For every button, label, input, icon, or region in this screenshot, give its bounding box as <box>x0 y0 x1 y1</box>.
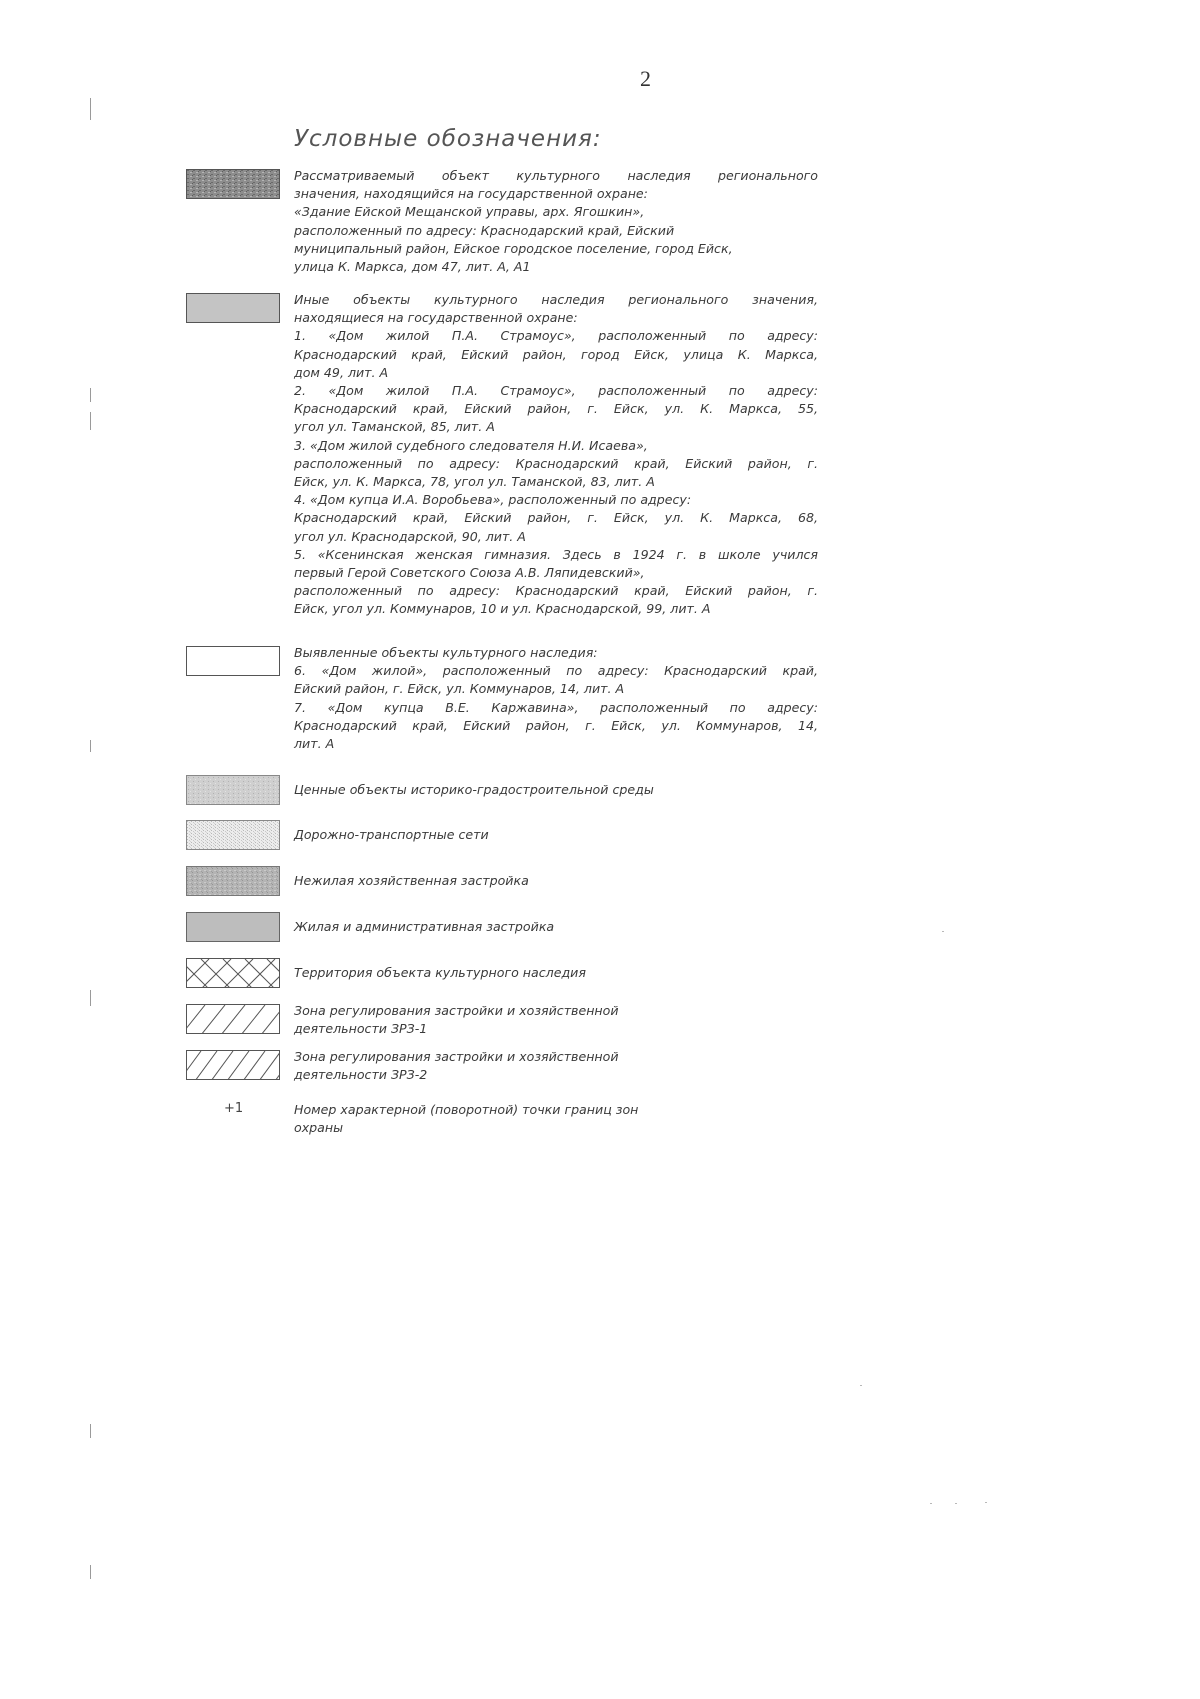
legend-text <box>294 781 818 799</box>
legend-line: расположенный по адресу: Краснодарский край, Ейский <box>294 222 675 238</box>
scan-artifact <box>985 1502 987 1503</box>
legend-line: 3. «Дом жилой судебного следователя Н.И. Исаева», <box>294 437 648 453</box>
legend-title: Условные обозначения: <box>294 126 602 152</box>
legend-line: Иные объекты культурного наследия регионального значения, <box>294 292 818 307</box>
legend-line: расположенный по адресу: Краснодарский край, Ейский район, г. <box>294 583 818 599</box>
legend-line: «Здание Ейской Мещанской управы, арх. Ягошкин», <box>294 204 645 220</box>
swatch-hatch-dense <box>186 1050 280 1080</box>
legend-line: Ейск, угол ул. Коммунаров, 10 и ул. Краснодарской, 99, лит. А <box>294 601 711 617</box>
swatch-light-dots <box>186 820 280 850</box>
legend-line: Зона регулирования застройки и хозяйственной <box>294 1003 619 1018</box>
legend-line: угол ул. Краснодарской, 90, лит. А <box>294 528 526 544</box>
legend-text <box>294 1048 818 1084</box>
scan-artifact <box>90 98 91 120</box>
legend-text <box>294 1002 818 1038</box>
legend-line: Выявленные объекты культурного наследия: <box>294 645 598 660</box>
scan-artifact <box>955 1503 957 1504</box>
swatch-hatch-wide <box>186 1004 280 1034</box>
swatch-crosshatch <box>186 958 280 988</box>
scan-artifact <box>860 1385 862 1386</box>
legend-line: Краснодарский край, Ейский район, г. Ейск, ул. Коммунаров, 14, <box>294 717 818 733</box>
legend-line: Номер характерной (поворотной) точки границ зон <box>294 1102 639 1117</box>
scan-artifact <box>90 990 91 1006</box>
legend-line: деятельности ЗРЗ-1 <box>294 1021 428 1037</box>
legend-line: Нежилая хозяйственная застройка <box>294 873 529 888</box>
legend-text <box>294 167 818 276</box>
legend-line: деятельности ЗРЗ-2 <box>294 1067 428 1083</box>
legend-line: дом 49, лит. А <box>294 364 389 380</box>
legend-line: охраны <box>294 1120 344 1136</box>
swatch-light-speckle <box>186 775 280 805</box>
page-number: 2 <box>640 66 651 91</box>
legend-line: Ейск, ул. К. Маркса, 78, угол ул. Таманской, 83, лит. А <box>294 474 655 490</box>
legend-line: 2. «Дом жилой П.А. Страмоус», расположенный по адресу: <box>294 383 818 399</box>
legend-text <box>294 291 818 619</box>
legend-line: лит. А <box>294 736 335 752</box>
legend-text <box>294 964 818 982</box>
legend-text <box>294 826 818 844</box>
scan-artifact <box>90 1424 91 1438</box>
scan-artifact <box>90 412 91 430</box>
scan-artifact <box>942 931 944 932</box>
scan-artifact <box>90 740 91 752</box>
swatch-dark-speckle <box>186 169 280 199</box>
legend-line: угол ул. Таманской, 85, лит. А <box>294 419 495 435</box>
legend-line: 4. «Дом купца И.А. Воробьева», расположенный по адресу: <box>294 492 692 508</box>
legend-line: расположенный по адресу: Краснодарский край, Ейский район, г. <box>294 455 818 471</box>
swatch-white <box>186 646 280 676</box>
legend-line: Краснодарский край, Ейский район, г. Ейск, ул. К. Маркса, 68, <box>294 510 818 526</box>
scan-artifact <box>90 388 91 402</box>
legend-line: Ейский район, г. Ейск, ул. Коммунаров, 14, лит. А <box>294 681 625 697</box>
swatch-gray-speckle <box>186 866 280 896</box>
legend-line: 1. «Дом жилой П.А. Страмоус», расположенный по адресу: <box>294 328 818 344</box>
scan-artifact <box>90 1565 91 1579</box>
legend-line: Жилая и административная застройка <box>294 919 555 934</box>
legend-line: Краснодарский край, Ейский район, город Ейск, улица К. Маркса, <box>294 346 818 362</box>
legend-text <box>294 872 818 890</box>
legend-line: Ценные объекты историко-градостроительной среды <box>294 782 654 797</box>
legend-line: находящиеся на государственной охране: <box>294 310 578 326</box>
legend-text <box>294 1101 818 1137</box>
legend-line: Дорожно-транспортные сети <box>294 827 489 842</box>
legend-line: муниципальный район, Ейское городское поселение, город Ейск, <box>294 240 733 256</box>
legend-line: улица К. Маркса, дом 47, лит. А, А1 <box>294 259 531 275</box>
scan-artifact <box>930 1503 932 1504</box>
swatch-solid-gray <box>186 912 280 942</box>
legend-line: Зона регулирования застройки и хозяйственной <box>294 1049 619 1064</box>
legend-line: 5. «Ксенинская женская гимназия. Здесь в 1924 г. в школе учился <box>294 546 818 562</box>
legend-line: Рассматриваемый объект культурного наследия регионального <box>294 168 818 183</box>
legend-text <box>294 918 818 936</box>
legend-line: значения, находящийся на государственной охране: <box>294 186 648 202</box>
legend-line: 7. «Дом купца В.Е. Каржавина», расположенный по адресу: <box>294 699 818 715</box>
legend-line: Территория объекта культурного наследия <box>294 965 586 980</box>
legend-text <box>294 644 818 753</box>
legend-line: Краснодарский край, Ейский район, г. Ейск, ул. К. Маркса, 55, <box>294 401 818 417</box>
swatch-mid-gray <box>186 293 280 323</box>
point-marker: +1 <box>224 1101 244 1116</box>
legend-line: первый Герой Советского Союза А.В. Ляпидевский», <box>294 565 645 581</box>
legend-line: 6. «Дом жилой», расположенный по адресу: Краснодарский край, <box>294 663 818 679</box>
